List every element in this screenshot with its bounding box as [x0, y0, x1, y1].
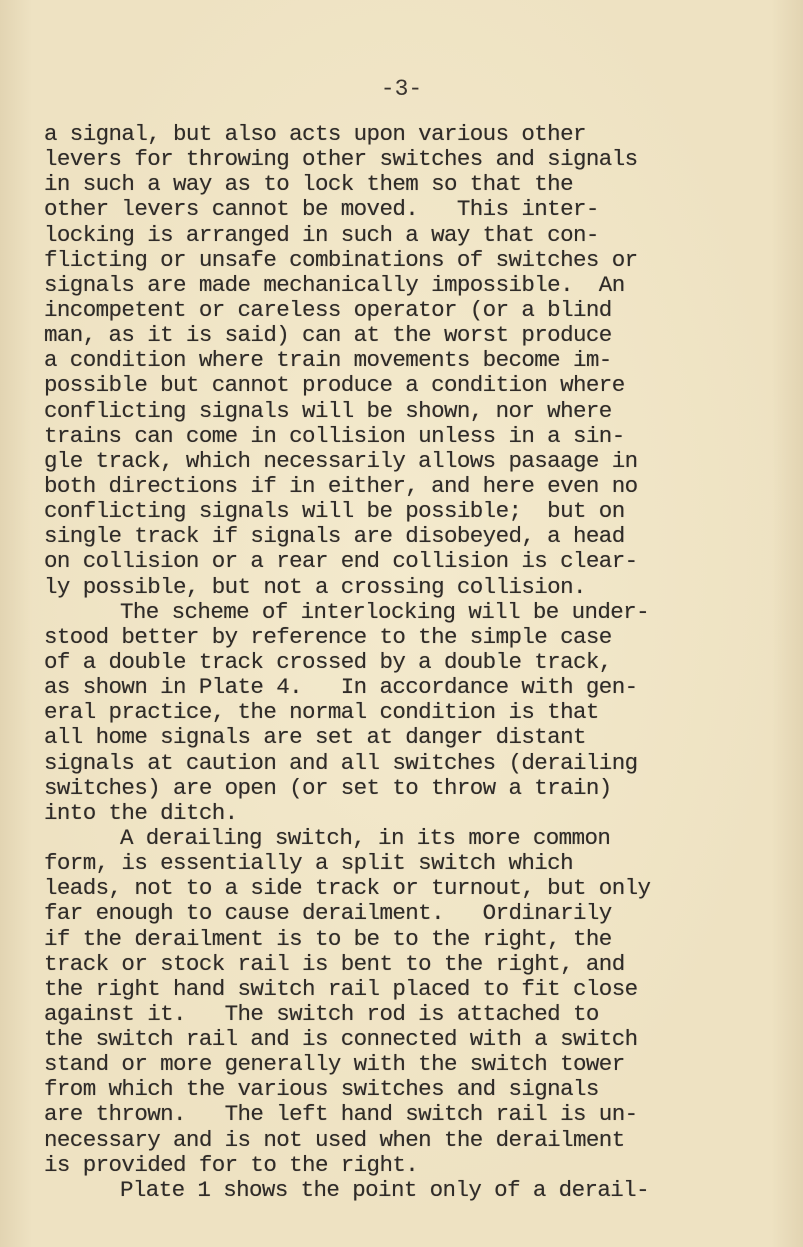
text-line: on collision or a rear end collision is clear- [44, 548, 638, 575]
text-line: of a double track crossed by a double track, [44, 648, 612, 675]
text-line: ly possible, but not a crossing collision. [44, 573, 586, 600]
text-line: man, as it is said) can at the worst produce [44, 322, 612, 349]
text-line: both directions if in either, and here even no [44, 472, 638, 499]
page-number: -3- [380, 76, 423, 102]
text-line: form, is essentially a split switch which [44, 850, 573, 877]
text-line: against it. The switch rod is attached to [44, 1000, 599, 1027]
text-line: Plate 1 shows the point only of a derail- [120, 1176, 649, 1203]
text-line: in such a way as to lock them so that the [44, 171, 573, 198]
text-line: if the derailment is to be to the right, the [44, 925, 612, 952]
text-line: possible but cannot produce a condition where [44, 372, 625, 399]
text-line: stand or more generally with the switch tower [44, 1051, 625, 1078]
text-line: stood better by reference to the simple case [44, 623, 612, 650]
text-line: conflicting signals will be possible; but on [44, 498, 625, 525]
text-line: single track if signals are disobeyed, a head [44, 523, 625, 550]
text-line: switches) are open (or set to throw a train) [44, 774, 612, 801]
text-line: levers for throwing other switches and signals [44, 146, 638, 173]
text-line: a signal, but also acts upon various other [44, 121, 586, 147]
text-line: leads, not to a side track or turnout, but only [44, 875, 651, 902]
paragraph [44, 826, 784, 1178]
text-line: conflicting signals will be shown, nor where [44, 397, 612, 424]
text-line: signals are made mechanically impossible. An [44, 271, 625, 298]
text-line: signals at caution and all switches (derailing [44, 749, 638, 776]
text-line: the right hand switch rail placed to fit close [44, 975, 638, 1002]
text-line: far enough to cause derailment. Ordinarily [44, 900, 612, 927]
text-line: incompetent or careless operator (or a blind [44, 296, 612, 323]
text-line: all home signals are set at danger distant [44, 724, 586, 751]
text-line: from which the various switches and signals [44, 1076, 599, 1103]
paragraph [44, 600, 784, 826]
text-line: is provided for to the right. [44, 1151, 419, 1178]
text-line: into the ditch. [44, 799, 238, 826]
text-line: gle track, which necessarily allows pasaage in [44, 447, 638, 474]
text-line: other levers cannot be moved. This inter- [44, 196, 599, 223]
text-line: trains can come in collision unless in a sin- [44, 422, 625, 449]
text-line: eral practice, the normal condition is that [44, 699, 599, 726]
text-line: flicting or unsafe combinations of switches or [44, 246, 638, 273]
paragraph [44, 122, 784, 600]
body-text [44, 122, 784, 1203]
text-line: a condition where train movements become im- [44, 347, 612, 374]
text-line: track or stock rail is bent to the right, and [44, 950, 625, 977]
text-line: necessary and is not used when the derailment [44, 1126, 625, 1153]
text-line: A derailing switch, in its more common [120, 824, 611, 851]
text-line: locking is arranged in such a way that con- [44, 221, 599, 248]
text-line: the switch rail and is connected with a switch [44, 1026, 638, 1053]
paragraph [44, 1178, 784, 1203]
text-line: are thrown. The left hand switch rail is un- [44, 1101, 638, 1128]
text-line: as shown in Plate 4. In accordance with gen- [44, 674, 638, 701]
text-line: The scheme of interlocking will be under- [120, 598, 649, 625]
